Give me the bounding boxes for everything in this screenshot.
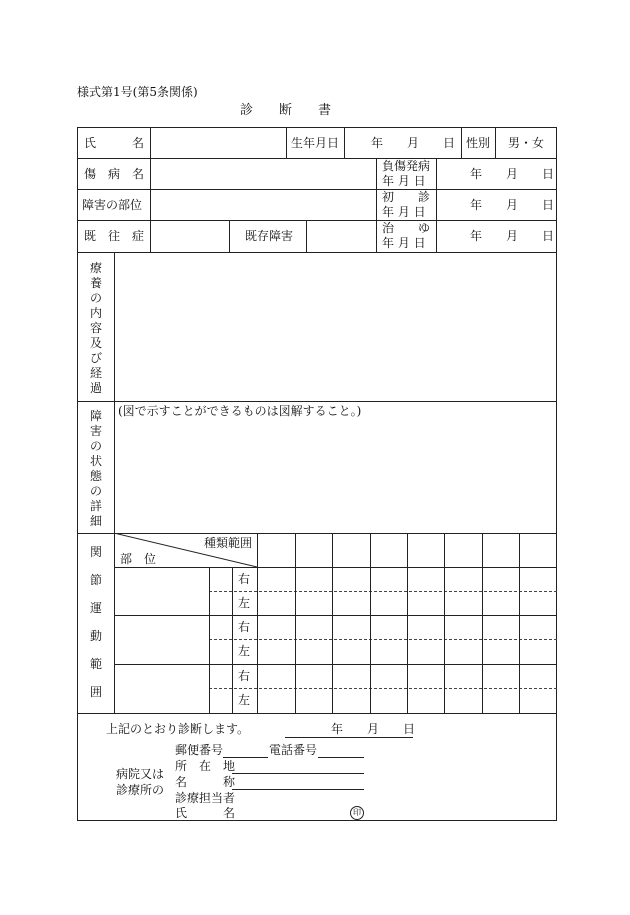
col-line <box>150 127 151 252</box>
birth-date: 年 月 日 <box>371 136 456 150</box>
date-underline <box>285 737 413 738</box>
seal-icon <box>350 806 364 820</box>
col-line <box>461 127 462 158</box>
joint-row-line <box>114 615 557 616</box>
joint-col-line <box>209 567 210 713</box>
postal-code-label: 郵便番号 <box>175 743 224 757</box>
statement: 上記のとおり診断します。 <box>106 722 250 736</box>
joint-dash-line <box>209 639 557 640</box>
row-line <box>77 220 557 221</box>
joint-col-line <box>519 533 520 713</box>
section-line <box>77 401 557 402</box>
joint-col-line <box>232 567 233 713</box>
col-line <box>376 158 377 252</box>
first-visit-label-1: 初 診 <box>382 190 431 204</box>
right-label: 右 <box>238 572 251 586</box>
doctor-label: 診療担当者 <box>175 791 236 805</box>
address-label: 所 在 地 <box>175 759 236 773</box>
page-title: 診 断 書 <box>240 103 332 118</box>
seal-text: 印 <box>353 808 361 817</box>
hospital-label-1: 病院又は <box>116 767 165 781</box>
first-visit-label-2: 年 月 日 <box>382 205 426 219</box>
frame-right <box>556 127 557 820</box>
right-label: 右 <box>238 620 251 634</box>
joint-range-label: 関 節 運 動 範 囲 <box>89 545 102 699</box>
cure-date: 年 月 日 <box>470 229 555 243</box>
onset-label-2: 年 月 日 <box>382 174 426 188</box>
left-label: 左 <box>238 644 251 658</box>
row-line <box>77 158 557 159</box>
sex-label: 性別 <box>466 136 491 150</box>
hospital-label-2: 診療所の <box>116 783 165 797</box>
onset-label-1: 負傷発病 <box>382 159 431 173</box>
row-line <box>77 189 557 190</box>
disability-label: 障 害 の 状 態 の 詳 細 <box>89 409 102 528</box>
phone-line <box>318 757 364 758</box>
frame-left <box>77 127 78 820</box>
injury-label: 傷 病 名 <box>84 167 145 181</box>
col-line <box>495 127 496 158</box>
row-line <box>77 252 557 253</box>
address-line <box>232 773 364 774</box>
existing-disability-label: 既存障害 <box>245 229 294 243</box>
part-label: 部 位 <box>120 552 157 566</box>
left-label: 左 <box>238 596 251 610</box>
col-line <box>229 220 230 252</box>
joint-col-line <box>257 533 258 713</box>
onset-date: 年 月 日 <box>470 167 555 181</box>
disability-note: (図で示すことができるものは図解すること。) <box>118 404 362 418</box>
joint-col-line <box>482 533 483 713</box>
phone-label: 電話番号 <box>269 743 318 757</box>
person-name-label: 氏 名 <box>175 806 236 820</box>
joint-row-line <box>114 664 557 665</box>
joint-dash-line <box>209 591 557 592</box>
site-label: 障害の部位 <box>82 198 143 212</box>
joint-col-line <box>407 533 408 713</box>
col-line <box>286 127 287 158</box>
label-col-line <box>114 252 115 713</box>
sex-value: 男・女 <box>508 136 545 150</box>
type-range-label: 種類範囲 <box>204 536 253 550</box>
postal-code-line <box>223 757 268 758</box>
org-name-label: 名 称 <box>175 775 236 789</box>
first-visit-date: 年 月 日 <box>470 198 555 212</box>
frame-top <box>77 127 557 128</box>
col-line <box>436 158 437 252</box>
section-line <box>77 713 557 714</box>
birth-label: 生年月日 <box>291 136 340 150</box>
joint-dash-line <box>209 688 557 689</box>
cure-label-1: 治 ゆ <box>382 221 431 235</box>
joint-col-line <box>332 533 333 713</box>
right-label: 右 <box>238 669 251 683</box>
col-line <box>344 127 345 158</box>
left-label: 左 <box>238 693 251 707</box>
name-label: 氏 名 <box>84 136 145 150</box>
form-number: 様式第1号(第5条関係) <box>77 85 198 99</box>
joint-row-line <box>114 567 557 568</box>
certificate-date: 年 月 日 <box>331 722 416 736</box>
col-line <box>306 220 307 252</box>
joint-col-line <box>295 533 296 713</box>
joint-col-line <box>370 533 371 713</box>
org-name-line <box>232 789 364 790</box>
person-name-line <box>232 820 349 821</box>
joint-col-line <box>444 533 445 713</box>
cure-label-2: 年 月 日 <box>382 236 426 250</box>
history-label: 既 往 症 <box>84 229 145 243</box>
treatment-label: 療 養 の 内 容 及 び 経 過 <box>89 261 102 395</box>
